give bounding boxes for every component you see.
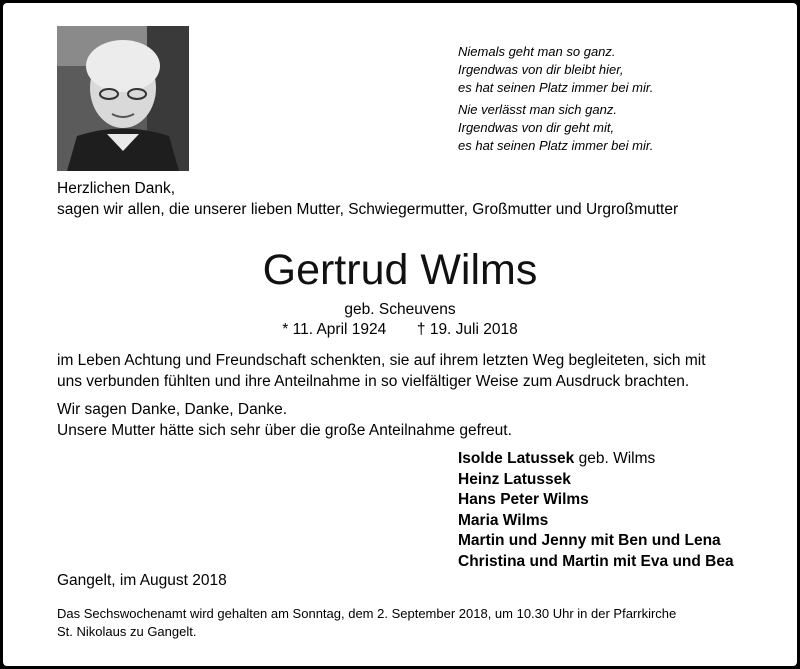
intro-line: Herzlichen Dank,: [57, 180, 176, 197]
body-text: [57, 350, 706, 392]
death-date: † 19. Juli 2018: [416, 321, 518, 338]
body-line: uns verbunden fühlten und ihre Anteilnahme in so vielfältiger Weise zum Ausdruck brachten.: [57, 373, 690, 390]
intro-text: [57, 178, 678, 220]
deceased-name: Gertrud Wilms: [262, 246, 538, 294]
body-line: im Leben Achtung und Freundschaft schenkten, sie auf ihrem letzten Weg begleiteten, sich mit: [57, 352, 706, 369]
obituary-card: [3, 3, 797, 666]
mourner: Christina und Martin mit Eva und Bea: [458, 552, 734, 570]
mourner: Heinz Latussek: [458, 470, 571, 488]
mourner: Hans Peter Wilms: [458, 491, 589, 508]
thanks-line: Unsere Mutter hätte sich sehr über die große Anteilnahme gefreut.: [57, 422, 512, 439]
mourner: Isolde Latussek geb. Wilms: [458, 450, 656, 467]
thanks-text: [57, 399, 512, 441]
mourners-list: [458, 449, 734, 572]
poem-line: es hat seinen Platz immer bei mir.: [458, 80, 654, 95]
poem-stanza-1: [458, 43, 653, 97]
service-line: St. Nikolaus zu Gangelt.: [57, 624, 197, 639]
poem-line: Niemals geht man so ganz.: [458, 44, 616, 59]
service-notice: [57, 605, 757, 641]
poem-line: Nie verlässt man sich ganz.: [458, 102, 617, 117]
birth-date: * 11. April 1924: [282, 321, 387, 338]
life-dates: [3, 320, 797, 340]
mourner: Martin und Jenny mit Ben und Lena: [458, 532, 721, 549]
intro-line: sagen wir allen, die unserer lieben Mutter, Schwiegermutter, Großmutter und Urgroßmutter: [57, 201, 679, 218]
service-line: Das Sechswochenamt wird gehalten am Sonntag, dem 2. September 2018, um 10.30 Uhr in der Pfarrkirche: [57, 606, 677, 621]
poem-stanza-2: [458, 101, 653, 155]
thanks-line: Wir sagen Danke, Danke, Danke.: [57, 401, 288, 418]
birth-name: geb. Scheuvens: [344, 301, 456, 318]
portrait-image: [57, 26, 189, 171]
poem-line: es hat seinen Platz immer bei mir.: [458, 138, 654, 153]
poem-line: Irgendwas von dir bleibt hier,: [458, 62, 624, 77]
poem-line: Irgendwas von dir geht mit,: [458, 120, 615, 135]
poem: [458, 43, 653, 155]
mourner: Maria Wilms: [458, 511, 549, 529]
portrait-photo: [57, 26, 189, 171]
place-date: Gangelt, im August 2018: [57, 572, 227, 589]
